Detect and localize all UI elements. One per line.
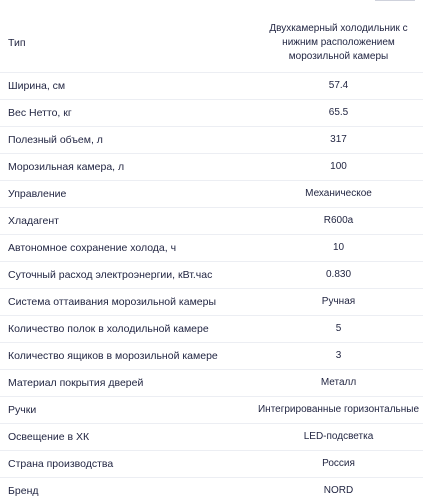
- spec-label: Автономное сохранение холода, ч: [0, 234, 254, 261]
- spec-row-usable-volume: [0, 126, 423, 153]
- spec-label: Освещение в ХК: [0, 423, 254, 450]
- spec-row-defrost-system: [0, 288, 423, 315]
- spec-label: Тип: [0, 14, 254, 72]
- spec-row-brand: [0, 477, 423, 500]
- spec-row-freezer-drawers: [0, 342, 423, 369]
- spec-row-freezer-volume: [0, 153, 423, 180]
- spec-value: 3: [254, 342, 423, 369]
- spec-row-country: [0, 450, 423, 477]
- spec-row-door-material: [0, 369, 423, 396]
- spec-value: 57.4: [254, 72, 423, 99]
- spec-label: Хладагент: [0, 207, 254, 234]
- spec-value: 0.830: [254, 261, 423, 288]
- spec-row-fridge-shelves: [0, 315, 423, 342]
- spec-value: Ручная: [254, 288, 423, 315]
- spec-row-fridge-lighting: [0, 423, 423, 450]
- spec-value: 10: [254, 234, 423, 261]
- spec-row-cold-retention: [0, 234, 423, 261]
- spec-label: Морозильная камера, л: [0, 153, 254, 180]
- spec-value: Россия: [254, 450, 423, 477]
- specifications-table: [0, 14, 423, 500]
- spec-value: Интегрированные горизонтальные: [254, 396, 423, 423]
- spec-label: Ручки: [0, 396, 254, 423]
- spec-row-type: [0, 14, 423, 72]
- spec-label: Количество ящиков в морозильной камере: [0, 342, 254, 369]
- spec-row-handles: [0, 396, 423, 423]
- scroll-edge-divider: [375, 0, 415, 7]
- spec-row-energy-consumption: [0, 261, 423, 288]
- spec-label: Управление: [0, 180, 254, 207]
- spec-label: Страна производства: [0, 450, 254, 477]
- spec-value: 100: [254, 153, 423, 180]
- spec-label: Материал покрытия дверей: [0, 369, 254, 396]
- spec-label: Бренд: [8, 484, 39, 497]
- spec-value: 317: [254, 126, 423, 153]
- spec-value: 65.5: [254, 99, 423, 126]
- spec-value: 5: [254, 315, 423, 342]
- spec-row-refrigerant: [0, 207, 423, 234]
- spec-value: NORD: [323, 484, 354, 496]
- spec-value: R600a: [254, 207, 423, 234]
- spec-value: Двухкамерный холодильник с нижним расположением морозильной камеры: [254, 14, 423, 72]
- spec-label: Количество полок в холодильной камере: [0, 315, 254, 342]
- spec-value: Механическое: [254, 180, 423, 207]
- spec-value: LED-подсветка: [254, 423, 423, 450]
- spec-value: Металл: [254, 369, 423, 396]
- spec-label: Вес Нетто, кг: [0, 99, 254, 126]
- spec-row-net-weight: [0, 99, 423, 126]
- spec-label: Система оттаивания морозильной камеры: [0, 288, 254, 315]
- spec-row-width: [0, 72, 423, 99]
- spec-label: Полезный объем, л: [0, 126, 254, 153]
- spec-row-control: [0, 180, 423, 207]
- spec-label: Ширина, см: [0, 72, 254, 99]
- spec-label: Суточный расход электроэнергии, кВт.час: [0, 261, 254, 288]
